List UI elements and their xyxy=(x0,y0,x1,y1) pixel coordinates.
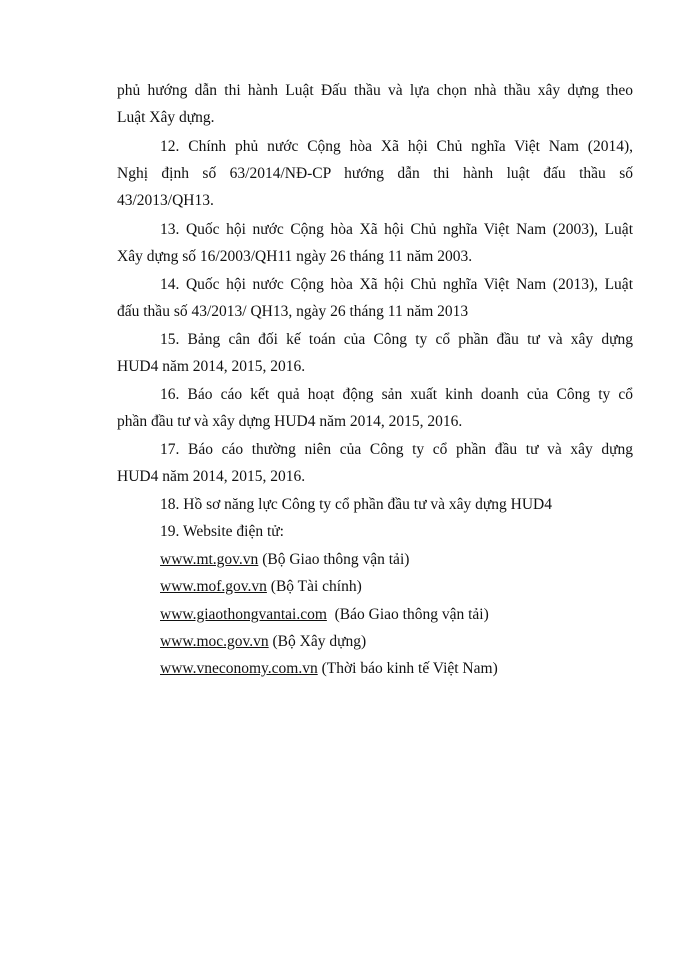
website-entry xyxy=(160,550,633,570)
website-link[interactable]: www.mof.gov.vn xyxy=(160,578,267,595)
reference-16-line: 16. Báo cáo kết quả hoạt động sản xuất kinh doanh của Công ty cổ xyxy=(160,386,633,403)
website-description: (Bộ Giao thông vận tải) xyxy=(258,551,410,568)
reference-14-line: đấu thầu số 43/2013/ QH13, ngày 26 tháng 11 năm 2013 xyxy=(117,303,469,320)
reference-15-line: 15. Bảng cân đối kế toán của Công ty cổ phần đầu tư và xây dựng xyxy=(160,331,633,348)
reference-12-line: Nghị định số 63/2014/NĐ-CP hướng dẫn thi hành luật đấu thầu số xyxy=(117,165,633,182)
website-entry xyxy=(160,605,633,625)
website-link[interactable]: www.mt.gov.vn xyxy=(160,551,259,568)
reference-12-line: 43/2013/QH13. xyxy=(117,192,214,209)
website-description: (Thời báo kinh tế Việt Nam) xyxy=(317,660,498,677)
reference-13-line: Xây dựng số 16/2003/QH11 ngày 26 tháng 11 năm 2003. xyxy=(117,248,473,265)
reference-17-line: 17. Báo cáo thường niên của Công ty cổ phần đầu tư và xây dựng xyxy=(160,441,633,458)
website-entry xyxy=(160,577,633,597)
reference-15-line: HUD4 năm 2014, 2015, 2016. xyxy=(117,358,306,375)
website-link[interactable]: www.moc.gov.vn xyxy=(160,633,269,650)
website-description: (Bộ Xây dựng) xyxy=(268,633,367,650)
reference-16-line: phần đầu tư và xây dựng HUD4 năm 2014, 2015, 2016. xyxy=(117,413,463,430)
website-link[interactable]: www.vneconomy.com.vn xyxy=(160,660,318,677)
reference-18-line: 18. Hồ sơ năng lực Công ty cổ phần đầu tư và xây dựng HUD4 xyxy=(160,496,552,513)
website-description: (Bộ Tài chính) xyxy=(266,578,362,595)
reference-19-line: 19. Website điện tử: xyxy=(160,523,284,540)
reference-12-line: 12. Chính phủ nước Cộng hòa Xã hội Chủ nghĩa Việt Nam (2014), xyxy=(160,138,633,155)
website-entry xyxy=(160,632,633,652)
reference-14-line: 14. Quốc hội nước Cộng hòa Xã hội Chủ nghĩa Việt Nam (2013), Luật xyxy=(160,276,633,293)
reference-17-line: HUD4 năm 2014, 2015, 2016. xyxy=(117,468,306,485)
text-line: Luật Xây dựng. xyxy=(117,109,215,126)
text-line: phủ hướng dẫn thi hành Luật Đấu thầu và lựa chọn nhà thầu xây dựng theo xyxy=(117,82,633,99)
reference-13-line: 13. Quốc hội nước Cộng hòa Xã hội Chủ nghĩa Việt Nam (2003), Luật xyxy=(160,221,633,238)
website-link[interactable]: www.giaothongvantai.com xyxy=(160,606,327,623)
website-entry xyxy=(160,659,633,679)
website-description: (Báo Giao thông vận tải) xyxy=(326,606,489,623)
